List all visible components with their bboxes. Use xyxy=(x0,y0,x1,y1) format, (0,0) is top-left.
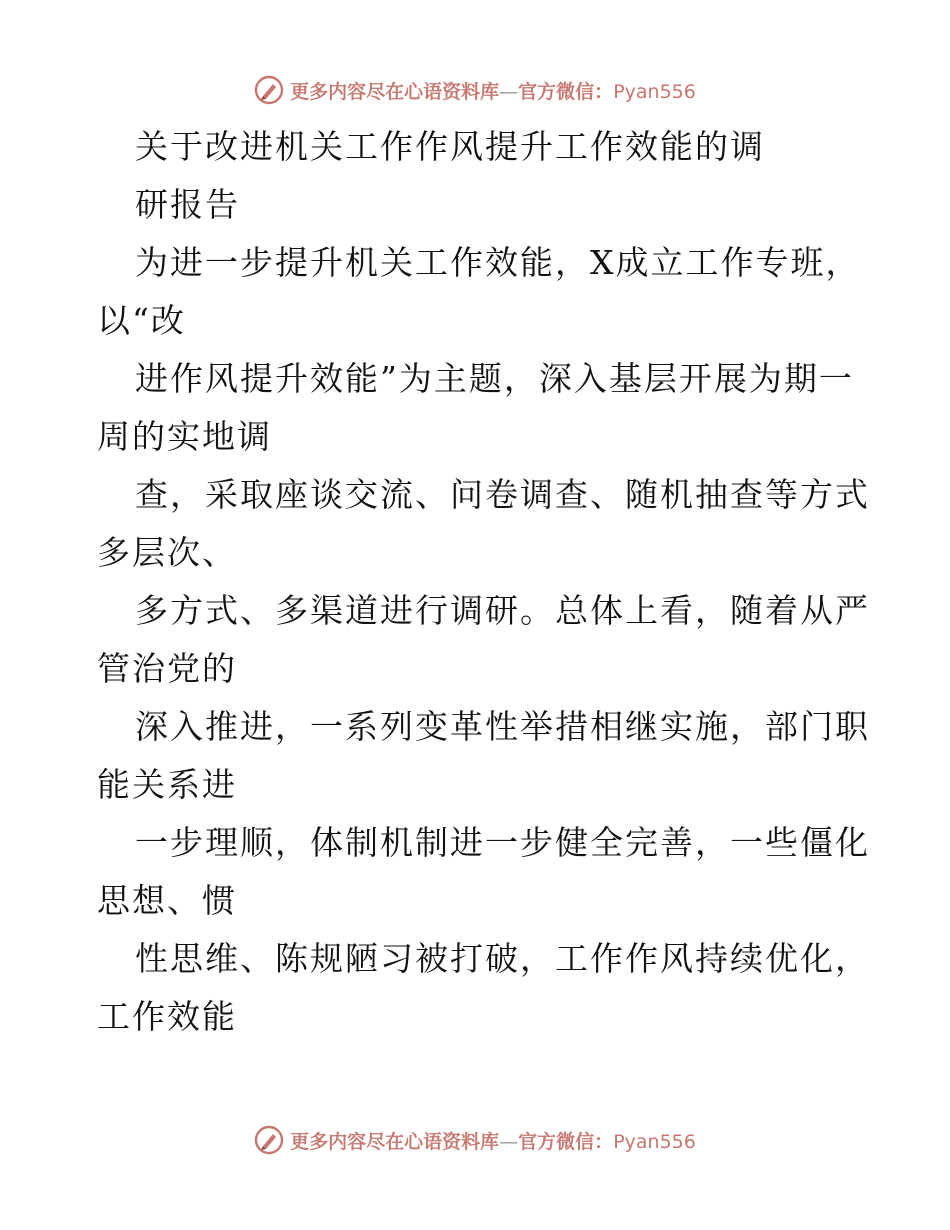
footer-banner xyxy=(0,1120,950,1160)
document-body xyxy=(0,118,950,1046)
body-line: 周的实地调 xyxy=(97,417,272,456)
banner-text xyxy=(290,1127,696,1154)
body-line: 进作风提升效能”为主题，深入基层开展为期一 xyxy=(135,359,854,398)
banner-wechat-label: 官方微信： xyxy=(518,1130,614,1153)
body-line: 一步理顺，体制机制进一步健全完善，一些僵化 xyxy=(135,823,870,862)
pen-logo-icon xyxy=(254,1125,284,1155)
banner-separator: — xyxy=(499,80,519,103)
body-line: 深入推进，一系列变革性举措相继实施，部门职 xyxy=(135,707,870,746)
body-line: 为进一步提升机关工作效能，X成立工作专班， xyxy=(135,243,861,282)
banner-site-text: 更多内容尽在心语资料库 xyxy=(290,80,500,103)
banner-wechat-label: 官方微信： xyxy=(518,80,614,103)
body-line: 性思维、陈规陋习被打破，工作作风持续优化， xyxy=(135,939,870,978)
banner-wechat-id: Pyan556 xyxy=(613,80,696,103)
banner-text xyxy=(290,77,696,104)
pen-logo-icon xyxy=(254,75,284,105)
body-line: 以“改 xyxy=(97,301,186,340)
banner-wechat-id: Pyan556 xyxy=(613,1130,696,1153)
body-line: 思想、惯 xyxy=(97,881,237,920)
body-line: 工作效能 xyxy=(97,997,237,1036)
body-line: 多层次、 xyxy=(97,533,237,572)
body-line: 能关系进 xyxy=(97,765,237,804)
banner-site-text: 更多内容尽在心语资料库 xyxy=(290,1130,500,1153)
title-line-2: 研报告 xyxy=(135,185,240,224)
banner-separator: — xyxy=(499,1130,519,1153)
title-line-1: 关于改进机关工作作风提升工作效能的调 xyxy=(135,127,765,166)
body-line: 查，采取座谈交流、问卷调查、随机抽查等方式 xyxy=(135,475,870,514)
body-line: 多方式、多渠道进行调研。总体上看，随着从严 xyxy=(135,591,870,630)
header-banner xyxy=(0,70,950,110)
body-line: 管治党的 xyxy=(97,649,237,688)
